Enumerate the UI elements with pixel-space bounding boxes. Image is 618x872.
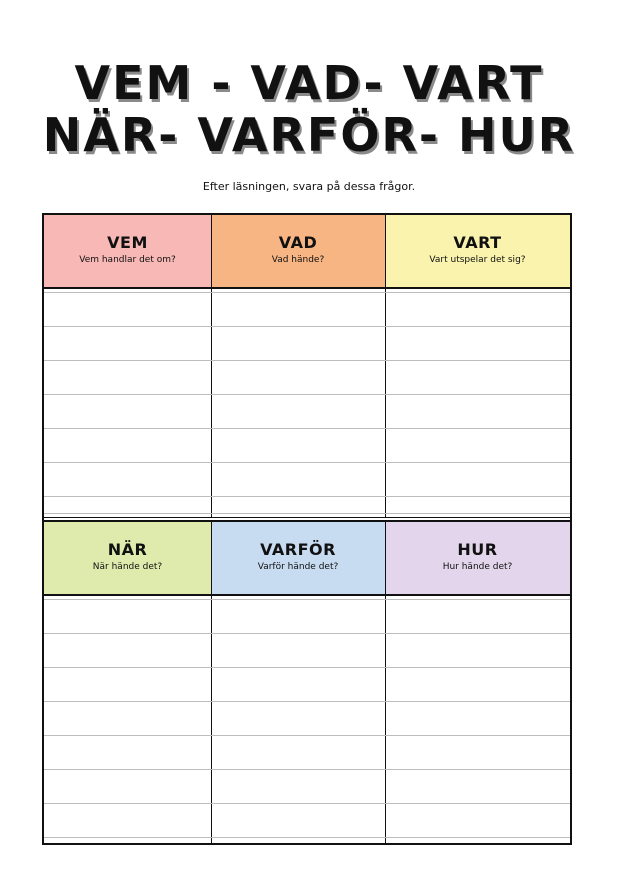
header-vem <box>44 215 211 289</box>
page-title-line-2: NÄR- VARFÖR- HUR <box>42 108 576 162</box>
answer-line[interactable] <box>44 837 570 838</box>
header-vart-title: VART <box>453 233 502 252</box>
answer-line[interactable] <box>44 496 570 497</box>
answer-lines-section-2[interactable] <box>44 596 570 844</box>
header-vart <box>385 215 570 289</box>
answer-line[interactable] <box>44 667 570 668</box>
header-vad-title: VAD <box>278 233 318 252</box>
header-varfor-question: Varför hände det? <box>257 562 339 572</box>
answer-line[interactable] <box>44 428 570 429</box>
answer-line[interactable] <box>44 394 570 395</box>
answer-lines-section-1[interactable] <box>44 289 570 517</box>
answer-line[interactable] <box>44 769 570 770</box>
header-nar-title: NÄR <box>107 540 148 559</box>
section-nar-varfor-hur <box>44 521 570 844</box>
answer-line[interactable] <box>44 292 570 293</box>
header-vad <box>211 215 385 289</box>
answer-line[interactable] <box>44 803 570 804</box>
page-title-line-1: VEM - VAD- VART <box>74 56 544 110</box>
header-hur-title: HUR <box>457 540 498 559</box>
answer-line[interactable] <box>44 701 570 702</box>
header-vem-question: Vem handlar det om? <box>79 255 176 265</box>
answer-line[interactable] <box>44 326 570 327</box>
answer-line[interactable] <box>44 735 570 736</box>
instructions: Efter läsningen, svara på dessa frågor. <box>202 180 416 193</box>
header-varfor-title: VARFÖR <box>260 540 336 559</box>
header-hur-question: Hur hände det? <box>442 562 513 572</box>
worksheet-table <box>42 213 572 845</box>
header-hur <box>385 522 570 596</box>
answer-line[interactable] <box>44 513 570 514</box>
header-nar-question: När hände det? <box>92 562 163 572</box>
section-vem-vad-vart <box>44 215 570 517</box>
header-vart-question: Vart utspelar det sig? <box>429 255 526 265</box>
answer-line[interactable] <box>44 360 570 361</box>
answer-line[interactable] <box>44 599 570 600</box>
header-varfor <box>211 522 385 596</box>
header-vad-question: Vad hände? <box>271 255 325 265</box>
header-nar <box>44 522 211 596</box>
answer-line[interactable] <box>44 633 570 634</box>
answer-line[interactable] <box>44 462 570 463</box>
header-vem-title: VEM <box>107 233 148 252</box>
